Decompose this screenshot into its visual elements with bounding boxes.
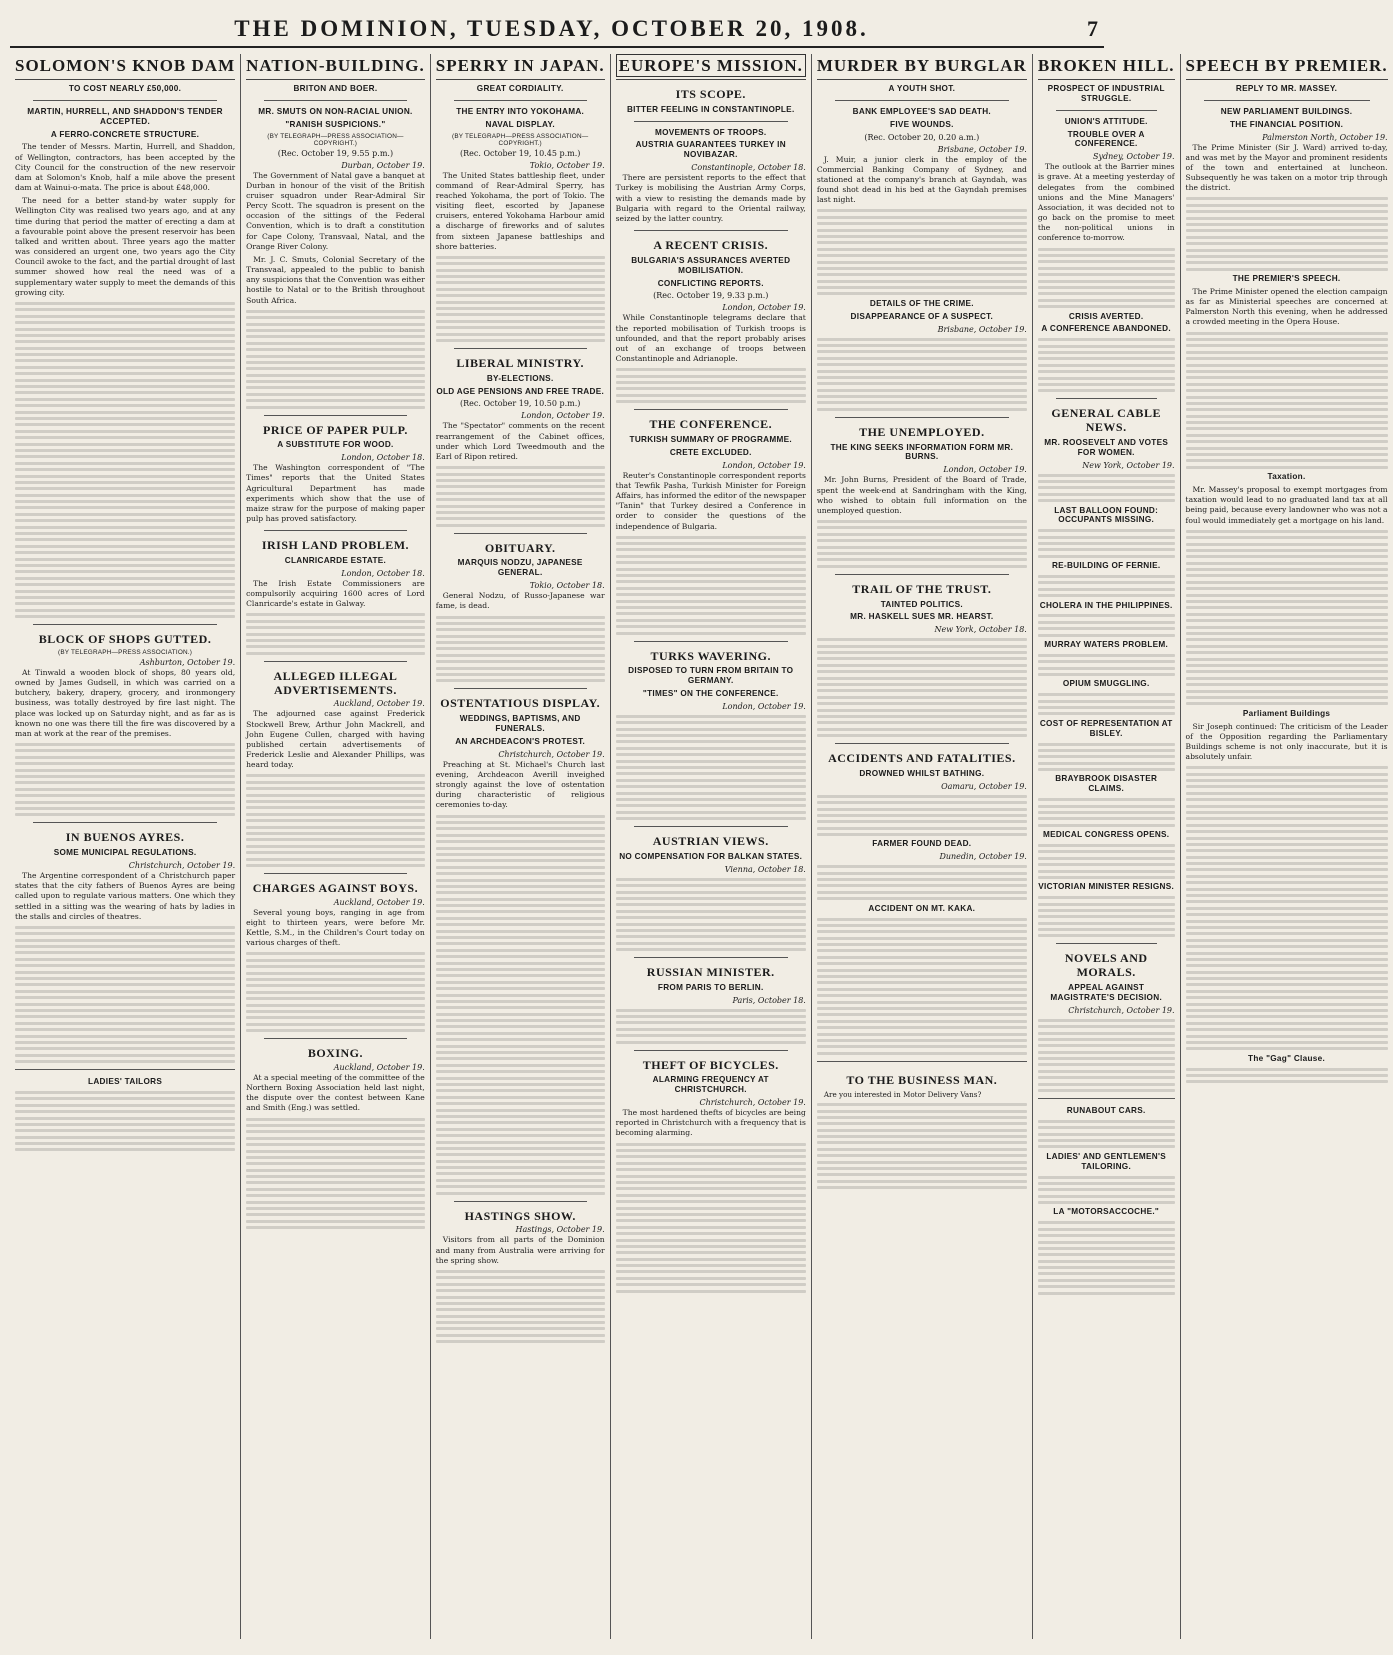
subhead: "RANISH SUSPICIONS." <box>285 119 386 129</box>
subhead: CHOLERA IN THE PHILIPPINES. <box>1039 600 1173 610</box>
advertisement-text: Are you interested in Motor Delivery Vans? <box>823 1089 982 1099</box>
subhead: DISPOSED TO TURN FROM BRITAIN TO GERMANY. <box>628 666 794 686</box>
dateline: London, October 19. <box>521 411 605 421</box>
dateline: Auckland, October 19. <box>333 699 425 709</box>
section-heading: THE CONFERENCE. <box>649 417 773 432</box>
subhead: MOVEMENTS OF TROOPS. <box>654 127 767 137</box>
article-paragraph: Sir Joseph continued: The criticism of the Leader of the Opposition regarding the Parliamentary Buildings scheme is not only inaccurate, but it is absolutely unfair. <box>1185 721 1388 762</box>
subhead: AN ARCHDEACON'S PROTEST. <box>455 736 586 746</box>
column-5 <box>812 54 1033 1639</box>
text-filler <box>15 926 235 1063</box>
article-paragraph: The United States battleship fleet, under command of Rear-Admiral Sperry, has reached Yokohama, the port of Tokio. The visiting fleet, escorted by Japanese cruisers, entered Yokohama Harbour amid a discharge of fireworks and of salutes from sixteen Japanese battleships and shore batteries. <box>435 170 605 251</box>
subhead: COST OF REPRESENTATION AT BISLEY. <box>1039 718 1173 738</box>
subhead: CRISIS AVERTED. <box>1068 311 1144 321</box>
subhead: CRETE EXCLUDED. <box>669 447 752 457</box>
subhead: OLD AGE PENSIONS AND FREE TRADE. <box>436 386 605 396</box>
section-heading: OSTENTATIOUS DISPLAY. <box>440 696 601 711</box>
subhead: BULGARIA'S ASSURANCES AVERTED MOBILISATION. <box>631 255 791 275</box>
subhead: RE-BUILDING OF FERNIE. <box>1051 561 1161 571</box>
subhead: SOME MUNICIPAL REGULATIONS. <box>53 848 197 858</box>
article-paragraph: General Nodzu, of Russo-Japanese war fame, is dead. <box>435 591 605 611</box>
article-paragraph: The Argentine correspondent of a Christchurch paper states that the city fathers of Buenos Ayres are being called upon to regulate various matters. One which they settled in a sitting was the wearing of hats by ladies in the stalls and circles of theatres. <box>15 871 236 921</box>
article-paragraph: Mr. Massey's proposal to exempt mortgages from taxation would lead to no graduated land tax at all being paid, because every landowner who was not a foul would immediately get a mortgage on his land. <box>1185 485 1388 525</box>
newspaper-title: THE DOMINION, TUESDAY, OCTOBER 20, 1908. <box>234 16 869 41</box>
dateline: Christchurch, October 19. <box>128 861 236 871</box>
section-heading: RUSSIAN MINISTER. <box>646 965 775 980</box>
subhead: TAINTED POLITICS. <box>880 599 963 609</box>
advertisement-heading: TO THE BUSINESS MAN. <box>846 1072 998 1087</box>
dateline: Constantinople, October 18. <box>691 163 806 173</box>
article-paragraph: The Government of Natal gave a banquet at Durban in honour of the visit of the British cruiser squadron under Rear-Admiral Sir Percy Scott. The squadron is present on the occasion of the sittings of the Federal Convention, which is to draft a constitution for Cape Colony, Transvaal, Natal, and the Orange River Colony. <box>246 170 425 251</box>
deck: NEW PARLIAMENT BUILDINGS. <box>1220 106 1353 116</box>
section-heading: OBITUARY. <box>484 540 556 555</box>
column-3 <box>431 54 611 1639</box>
article-paragraph: Visitors from all parts of the Dominion and many from Australia were arriving for the spring show. <box>435 1235 605 1265</box>
dateline: Tokio, October 19. <box>529 160 605 170</box>
subhead: THE FINANCIAL POSITION. <box>1229 119 1344 129</box>
article-paragraph: The Irish Estate Commissioners are compulsorily acquiring 1600 acres of Lord Clanricarde's estate in Galway. <box>246 578 425 609</box>
dateline: Vienna, October 18. <box>724 864 806 874</box>
column-4 <box>611 54 812 1639</box>
subhead: OPIUM SMUGGLING. <box>1062 679 1150 689</box>
dateline: London, October 19. <box>722 701 806 711</box>
credit-line: (BY TELEGRAPH—PRESS ASSOCIATION—COPYRIGHT.) <box>452 132 589 147</box>
dateline: New York, October 19. <box>1082 460 1175 470</box>
section-heading: THE UNEMPLOYED. <box>859 424 985 439</box>
article-paragraph: There are persistent reports to the effect that Turkey is mobilising the Austrian Army Corps, with a view to resisting the demands made by Bulgaria with regard to the Oriental railway, seized by the latter country. <box>615 173 806 223</box>
subhead: WEDDINGS, BAPTISMS, AND FUNERALS. <box>459 714 581 734</box>
subhead: AUSTRIA GUARANTEES TURKEY IN NOVIBAZAR. <box>635 140 786 160</box>
advertisement-heading: LADIES' TAILORS <box>88 1077 163 1087</box>
headline-europes-mission: EUROPE'S MISSION. <box>616 56 806 80</box>
column-7 <box>1181 54 1393 1639</box>
received-line: (Rec. October 19, 9.55 p.m.) <box>277 148 394 158</box>
deck: A YOUTH SHOT. <box>888 84 956 93</box>
headline-solomons-knob: SOLOMON'S KNOB DAM <box>15 56 235 80</box>
subhead: NO COMPENSATION FOR BALKAN STATES. <box>619 851 803 861</box>
article-paragraph: The Washington correspondent of "The Times" reports that the United States Agricultural Department has made experiments which show that the use of maize straw for the purpose of making paper pulp has proved satisfactory. <box>246 463 425 524</box>
section-heading: BLOCK OF SHOPS GUTTED. <box>38 632 212 647</box>
text-filler <box>15 302 235 618</box>
section-heading: IN BUENOS AYRES. <box>65 830 185 845</box>
deck: THE ENTRY INTO YOKOHAMA. <box>456 106 585 116</box>
subhead: A FERRO-CONCRETE STRUCTURE. <box>50 129 200 139</box>
dateline: Brisbane, October 19. <box>937 324 1027 334</box>
dateline: Christchurch, October 19. <box>699 1098 806 1108</box>
subhead: TROUBLE OVER A CONFERENCE. <box>1067 129 1145 149</box>
dateline: Paris, October 18. <box>732 995 806 1005</box>
subhead: TURKISH SUMMARY OF PROGRAMME. <box>629 434 792 444</box>
dateline: New York, October 18. <box>934 625 1027 635</box>
subhead: BY-ELECTIONS. <box>486 373 554 383</box>
subhead: THE KING SEEKS INFORMATION FORM MR. BURNS. <box>830 442 1014 462</box>
subhead: NAVAL DISPLAY. <box>485 119 555 129</box>
subhead: A CONFERENCE ABANDONED. <box>1041 324 1171 334</box>
article-paragraph: Reuter's Constantinople correspondent reports that Tewfik Pasha, Turkish Minister for Foreign Affairs, has informed the editor of the newspaper "Tanin" that Turkey desired a Conference in order to consider the questions of the independence of Bulgaria. <box>615 470 806 531</box>
masthead <box>10 16 1104 48</box>
headline-nation-building: NATION-BUILDING. <box>246 56 425 80</box>
subhead: LAST BALLOON FOUND: OCCUPANTS MISSING. <box>1054 505 1159 525</box>
subhead: ACCIDENT ON MT. KAKA. <box>868 903 976 913</box>
article-paragraph: The Prime Minister opened the election campaign as far as Ministerial speeches are concerned at Palmerston North this evening, when he addressed a crowded meeting in the Opera House. <box>1185 286 1388 327</box>
subhead: FARMER FOUND DEAD. <box>872 839 972 849</box>
dateline: Christchurch, October 19. <box>1068 1005 1175 1015</box>
section-heading: IRISH LAND PROBLEM. <box>261 538 410 553</box>
received-line: (Rec. October 19, 10.50 p.m.) <box>460 399 581 409</box>
dateline: London, October 18. <box>341 568 425 578</box>
article-paragraph: The tender of Messrs. Martin, Hurrell, and Shaddon, of Wellington, contractors, has been accepted by the City Council for the construction of the new reservoir dam at Solomon's Knob, half a mile above the present dam at Wainui-o-mata. The price is about £48,000. <box>15 142 236 193</box>
columns <box>10 54 1388 1639</box>
article-paragraph: Mr. John Burns, President of the Board of Trade, spent the week-end at Sandringham with the King, who wished to obtain full information on the unemployed question. <box>816 475 1027 515</box>
subhead: MURRAY WATERS PROBLEM. <box>1044 640 1169 649</box>
subhead: MR. ROOSEVELT AND VOTES FOR WOMEN. <box>1044 437 1169 457</box>
subhead: DISAPPEARANCE OF A SUSPECT. <box>850 311 994 321</box>
subhead: DROWNED WHILST BATHING. <box>859 768 985 778</box>
dateline: Auckland, October 19. <box>333 1062 425 1072</box>
subhead: THE PREMIER'S SPEECH. <box>1232 274 1341 284</box>
deck: PROSPECT OF INDUSTRIAL STRUGGLE. <box>1047 84 1165 103</box>
dateline: Oamaru, October 19. <box>941 781 1027 791</box>
article-paragraph: Mr. J. C. Smuts, Colonial Secretary of the Transvaal, appealed to the public to banish any suspicions that the Convention was either hostile to Natal or to the British throughout South Africa. <box>246 254 425 305</box>
dateline: London, October 18. <box>341 453 425 463</box>
dateline: London, October 19. <box>722 303 806 313</box>
dateline: Durban, October 19. <box>341 160 425 170</box>
section-heading: HASTINGS SHOW. <box>464 1208 576 1223</box>
article-paragraph: The most hardened thefts of bicycles are being reported in Christchurch with a frequency that is becoming alarming. <box>615 1108 806 1138</box>
subhead: CLANRICARDE ESTATE. <box>284 556 387 566</box>
deck: GREAT CORDIALITY. <box>476 84 564 93</box>
article-paragraph: The outlook at the Barrier mines is grave. At a meeting yesterday of delegates from the combined unions and the Mine Managers' Association, it was decided not to go back on the promise to meet the non-political unions in conference to-morrow. <box>1037 162 1175 243</box>
subhead: FROM PARIS TO BERLIN. <box>657 982 764 992</box>
article-paragraph: At a special meeting of the committee of the Northern Boxing Association held last night, the dispute over the contest between Kane and Smith (Eng.) was settled. <box>246 1072 425 1113</box>
dateline: Auckland, October 19. <box>333 897 425 907</box>
subhead: MR. HASKELL SUES MR. HEARST. <box>850 612 994 622</box>
headline-broken-hill: BROKEN HILL. <box>1038 56 1175 80</box>
column-2 <box>241 54 431 1639</box>
article-paragraph: At Tinwald a wooden block of shops, 80 years old, owned by James Gudsell, in which was carried on a butchery, bakery, drapery, grocery, and ironmongery business, was totally destroyed by fire last night. The place was locked up on Saturday night, and as far as is known no one was there till the fire was discovered by a man at work at the rear of the premises. <box>15 667 236 738</box>
section-heading: PRICE OF PAPER PULP. <box>262 422 408 437</box>
section-heading: NOVELS AND MORALS. <box>1064 951 1148 980</box>
subhead: A SUBSTITUTE FOR WOOD. <box>277 440 394 450</box>
article-paragraph: Preaching at St. Michael's Church last evening, Archdeacon Averill inveighed strongly against the love of ostentation during characteristic of religious ceremonies to-day. <box>435 759 605 810</box>
received-line: (Rec. October 19, 9.33 p.m.) <box>653 291 769 301</box>
received-line: (Rec. October 19, 10.45 p.m.) <box>460 148 581 158</box>
article-paragraph: The "Spectator" comments on the recent rearrangement of the Cabinet offices, under which Lord Tweedmouth and the Earl of Ripon retired. <box>435 421 605 461</box>
section-heading: AUSTRIAN VIEWS. <box>652 834 769 849</box>
subhead: MEDICAL CONGRESS OPENS. <box>1042 830 1170 840</box>
dateline: Christchurch, October 19. <box>498 749 605 759</box>
section-heading: CHARGES AGAINST BOYS. <box>252 880 419 895</box>
article-paragraph: The Prime Minister (Sir J. Ward) arrived to-day, and was met by the Mayor and prominent residents of the town and entertained at luncheon. Subsequently he was taken on a motor trip through the district. <box>1185 142 1388 193</box>
subhead: BRAYBROOK DISASTER CLAIMS. <box>1055 774 1158 794</box>
deck: UNION'S ATTITUDE. <box>1064 116 1148 126</box>
deck: BRITON AND BOER. <box>293 84 378 93</box>
subhead: FIVE WOUNDS. <box>890 119 954 129</box>
article-paragraph: While Constantinople telegrams declare that the reported mobilisation of Turkish troops is unfounded, and that the report probably arises out of an exchange of troops between Constantinople and Adrianople. <box>615 313 806 364</box>
text-filler <box>15 743 235 816</box>
subhead: MARQUIS NODZU, JAPANESE GENERAL. <box>457 558 583 578</box>
subhead: Taxation. <box>1267 472 1306 482</box>
advertisement-heading: LADIES' AND GENTLEMEN'S TAILORING. <box>1046 1151 1167 1171</box>
headline-speech-by-premier: SPEECH BY PREMIER. <box>1186 56 1388 80</box>
dateline: Hastings, October 19. <box>515 1225 605 1235</box>
subhead: Parliament Buildings <box>1242 708 1331 718</box>
section-heading: GENERAL CABLE NEWS. <box>1051 406 1161 435</box>
section-heading: LIBERAL MINISTRY. <box>456 355 585 370</box>
advertisement-heading: LA "MOTORSACCOCHE." <box>1053 1207 1160 1217</box>
dateline: Ashburton, October 19. <box>139 657 236 667</box>
headline-murder-by-burglar: MURDER BY BURGLAR <box>817 56 1027 80</box>
section-heading: BOXING. <box>307 1046 364 1061</box>
deck: BANK EMPLOYEE'S SAD DEATH. <box>852 106 992 116</box>
dateline: Tokio, October 18. <box>529 581 605 591</box>
subhead: CONFLICTING REPORTS. <box>657 278 764 288</box>
section-heading: ALLEGED ILLEGAL ADVERTISEMENTS. <box>273 668 398 697</box>
subhead: ALARMING FREQUENCY AT CHRISTCHURCH. <box>652 1075 769 1095</box>
deck: ITS SCOPE. <box>675 87 746 101</box>
section-heading: TURKS WAVERING. <box>650 648 771 663</box>
dateline: London, October 19. <box>943 465 1027 475</box>
deck: BITTER FEELING IN CONSTANTINOPLE. <box>626 104 795 114</box>
article-paragraph: J. Muir, a junior clerk in the employ of the Commercial Banking Company of Sydney, and stationed at the company's branch at Gayndah, was found shot dead in his bed at the Gayndah premises last night. <box>816 154 1027 205</box>
subhead: APPEAL AGAINST MAGISTRATE'S DECISION. <box>1050 983 1163 1002</box>
advertisement-heading: RUNABOUT CARS. <box>1066 1106 1146 1116</box>
headline-sperry-in-japan: SPERRY IN JAPAN. <box>436 56 605 80</box>
page-number: 7 <box>1087 16 1098 41</box>
subhead: VICTORIAN MINISTER RESIGNS. <box>1038 882 1175 892</box>
article-paragraph: The need for a better stand-by water supply for Wellington City was realised two years ago, and at any time during that period the matter of erecting a dam at a favourable point above the present reservoir has been talked and written about. Three years ago the matter was considered an urgent one, two years ago the City Council awoke to the fact, and the partial drought of last summer showed how real the need was of a supplementary water supply to meet the demands of this growing city. <box>15 196 236 297</box>
subhead: "TIMES" ON THE CONFERENCE. <box>642 689 779 699</box>
section-heading: A RECENT CRISIS. <box>653 238 769 253</box>
dateline: Brisbane, October 19. <box>937 144 1027 154</box>
credit-line: (BY TELEGRAPH—PRESS ASSOCIATION.) <box>58 648 193 656</box>
received-line: (Rec. October 20, 0.20 a.m.) <box>864 132 980 142</box>
column-1 <box>10 54 241 1639</box>
subhead: DETAILS OF THE CRIME. <box>869 298 974 308</box>
dateline: London, October 19. <box>722 460 806 470</box>
section-heading: ACCIDENTS AND FATALITIES. <box>828 751 1016 766</box>
deck: TO COST NEARLY £50,000. <box>68 84 182 93</box>
article-paragraph: The adjourned case against Frederick Stockwell Brew, Arthur John Mackrell, and John Eugene Cullen, charged with having published certain advertisements of Frederick Leslie and Alexander Phillips, was heard today. <box>246 709 425 770</box>
article-paragraph: Several young boys, ranging in age from eight to thirteen years, were before Mr. Kettle, S.M., in the Children's Court today on various charges of theft. <box>246 907 425 948</box>
column-6 <box>1033 54 1181 1639</box>
subhead: The "Gag" Clause. <box>1248 1053 1326 1063</box>
section-heading: TRAIL OF THE TRUST. <box>852 581 992 596</box>
section-heading: THEFT OF BICYCLES. <box>642 1057 779 1072</box>
deck: MR. SMUTS ON NON-RACIAL UNION. <box>258 106 413 116</box>
credit-line: (BY TELEGRAPH—PRESS ASSOCIATION—COPYRIGHT.) <box>267 132 404 147</box>
dateline: Sydney, October 19. <box>1092 152 1175 162</box>
deck: REPLY TO MR. MASSEY. <box>1235 84 1338 93</box>
dateline: Palmerston North, October 19. <box>1262 132 1388 142</box>
dateline: Dunedin, October 19. <box>939 852 1027 862</box>
deck: MARTIN, HURRELL, AND SHADDON'S TENDER ACCEPTED. <box>27 106 223 126</box>
